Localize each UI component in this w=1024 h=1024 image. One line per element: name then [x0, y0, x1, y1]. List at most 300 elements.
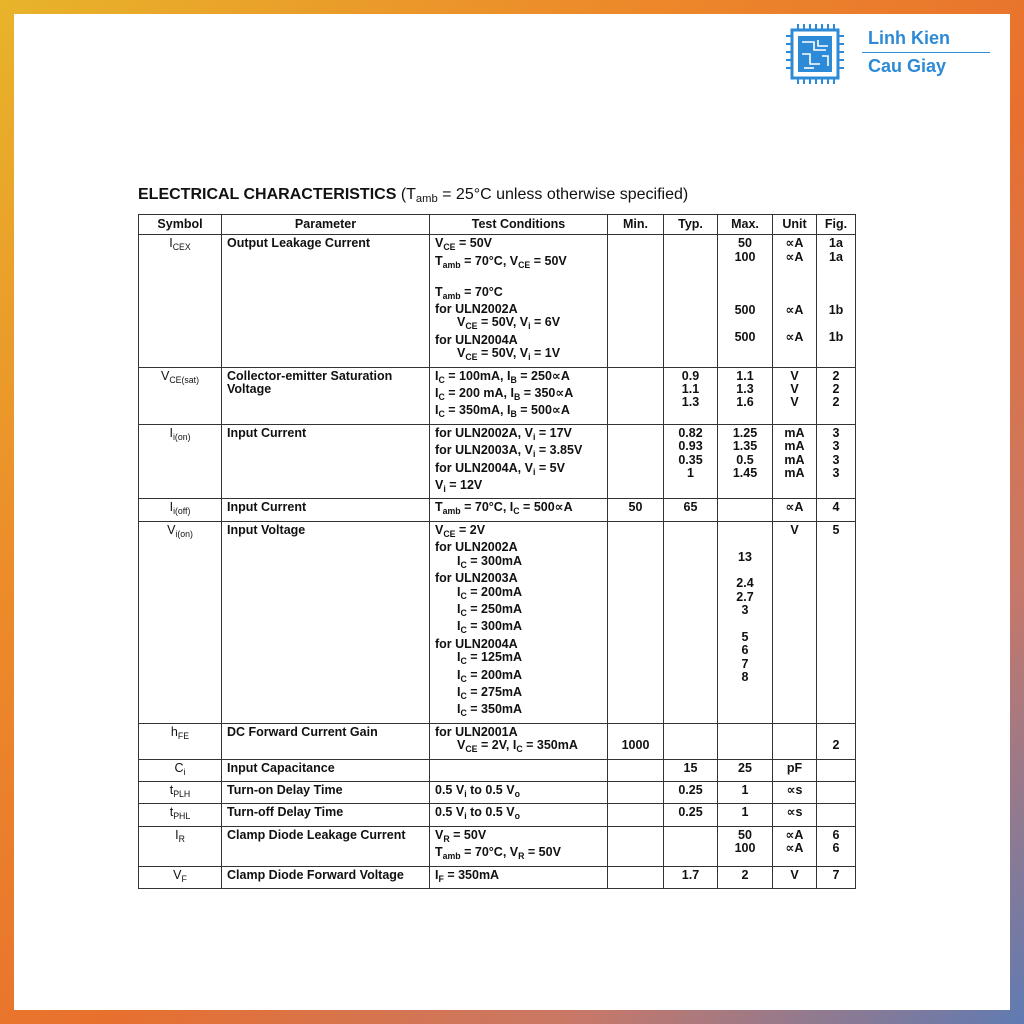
condition-line: [435, 686, 602, 703]
max-value: [723, 278, 767, 291]
condition-line: [435, 387, 602, 404]
condition-text: = 300mA: [466, 553, 523, 568]
table-header-row: [139, 215, 856, 235]
cell-unit: [773, 499, 817, 521]
cell-fig: [817, 866, 856, 888]
symbol-main: t: [169, 805, 174, 820]
condition-text: for ULN2002A: [435, 540, 518, 555]
condition-text: = 200 mA, I: [444, 386, 514, 401]
brand-name-line1: Linh Kien: [868, 28, 950, 48]
header-fig: Fig.: [817, 215, 856, 235]
condition-subscript: B: [510, 409, 517, 420]
condition-text: = 250mA: [466, 601, 523, 616]
condition-line: [435, 404, 602, 421]
cell-typ: [664, 499, 718, 521]
condition-text: to 0.5 V: [466, 805, 515, 820]
condition-line: [435, 869, 602, 886]
typ-value: 0.35: [678, 452, 703, 467]
max-value: 500: [734, 330, 756, 345]
typ-value: 65: [683, 500, 698, 515]
fig-value: 2: [832, 368, 840, 383]
cell-max: [718, 826, 773, 866]
condition-line: [435, 726, 602, 739]
brand-name-line2: Cau Giay: [868, 56, 947, 76]
condition-subscript: C: [460, 656, 467, 667]
cell-parameter: [222, 759, 430, 781]
cell-min: [608, 521, 664, 723]
condition-text: T: [435, 845, 443, 860]
cell-test-conditions: [430, 866, 608, 888]
fig-value: [822, 318, 850, 331]
typ-value: 0.25: [678, 782, 703, 797]
parameter-line: Collector-emitter Saturation: [227, 368, 393, 383]
cell-test-conditions: [430, 424, 608, 499]
max-value: 500: [734, 303, 756, 318]
fig-value: 3: [832, 439, 840, 454]
condition-subscript: amb: [442, 851, 461, 862]
parameter-line: Voltage: [227, 382, 272, 397]
cell-symbol: [139, 804, 222, 826]
cell-unit: [773, 826, 817, 866]
parameter-line: Turn-on Delay Time: [227, 782, 343, 797]
fig-value: 7: [832, 867, 840, 882]
typ-value: 1.1: [681, 382, 700, 397]
unit-value: ∝A: [785, 500, 804, 515]
cell-min: [608, 804, 664, 826]
condition-text: 0.5 V: [435, 782, 465, 797]
cell-typ: [664, 723, 718, 759]
cell-fig: [817, 499, 856, 521]
unit-value: V: [790, 867, 799, 882]
condition-text: V: [435, 522, 444, 537]
condition-text: V: [435, 236, 444, 251]
table-row: [139, 235, 856, 367]
symbol-main: I: [169, 236, 173, 251]
condition-subscript: i: [464, 811, 467, 822]
condition-text: for ULN2002A, V: [435, 425, 533, 440]
condition-text: I: [457, 667, 461, 682]
condition-line: [435, 524, 602, 541]
condition-line: [435, 370, 602, 387]
cell-unit: [773, 781, 817, 803]
fig-value: [822, 726, 850, 739]
condition-text: T: [435, 284, 443, 299]
parameter-line: Output Leakage Current: [227, 236, 371, 251]
symbol-main: h: [170, 724, 178, 739]
cell-parameter: [222, 499, 430, 521]
condition-line: [435, 603, 602, 620]
cell-typ: [664, 235, 718, 367]
typ-value: 0.25: [678, 805, 703, 820]
table-body: [139, 235, 856, 889]
max-value: [723, 564, 767, 577]
max-value: [723, 618, 767, 631]
condition-line: [435, 586, 602, 603]
cell-symbol: [139, 235, 222, 367]
max-value: 13: [738, 549, 752, 564]
cell-max: [718, 521, 773, 723]
fig-value: 4: [832, 500, 840, 515]
electrical-characteristics-table: [138, 214, 856, 889]
condition-text: for ULN2003A, V: [435, 443, 533, 458]
cell-parameter: [222, 804, 430, 826]
cell-min: [608, 424, 664, 499]
max-value: 1.6: [736, 395, 754, 410]
cell-max: [718, 424, 773, 499]
condition-text: = 6V: [530, 315, 561, 330]
condition-subscript: CE: [518, 259, 531, 270]
symbol-subscript: FE: [177, 730, 190, 741]
condition-subscript: CE: [443, 242, 456, 253]
condition-subscript: o: [514, 811, 520, 822]
condition-text: for ULN2003A: [435, 571, 518, 586]
cell-symbol: [139, 424, 222, 499]
cell-max: [718, 367, 773, 424]
symbol-subscript: PHL: [173, 811, 191, 822]
symbol-subscript: F: [181, 873, 187, 884]
condition-text: I: [457, 601, 461, 616]
max-value: 50: [738, 236, 752, 251]
condition-text: = 5V: [535, 460, 565, 475]
cell-max: [718, 235, 773, 367]
condition-line: [435, 272, 602, 285]
symbol-main: I: [169, 425, 173, 440]
cell-fig: [817, 235, 856, 367]
fig-value: [822, 278, 850, 291]
symbol-main: V: [173, 867, 182, 882]
condition-text: I: [457, 702, 461, 717]
cell-test-conditions: [430, 781, 608, 803]
condition-text: = 250∝A: [516, 368, 570, 383]
max-value: [723, 264, 767, 277]
symbol-main: t: [169, 782, 174, 797]
fig-value: 5: [832, 522, 840, 537]
condition-text: I: [435, 386, 439, 401]
max-value: 6: [741, 643, 749, 658]
condition-text: 0.5 V: [435, 805, 465, 820]
condition-text: = 2V, I: [477, 738, 517, 753]
condition-subscript: CE: [443, 528, 456, 539]
symbol-subscript: R: [178, 833, 185, 844]
min-value: [613, 726, 658, 739]
condition-subscript: C: [460, 708, 467, 719]
max-value: 25: [738, 760, 752, 775]
cell-min: [608, 826, 664, 866]
cell-parameter: [222, 866, 430, 888]
cell-min: [608, 781, 664, 803]
cell-fig: [817, 781, 856, 803]
max-value: 100: [734, 249, 756, 264]
symbol-subscript: CEX: [172, 242, 191, 253]
cell-parameter: [222, 424, 430, 499]
max-value: 1.25: [732, 425, 758, 440]
cell-test-conditions: [430, 235, 608, 367]
unit-value: V: [790, 395, 799, 410]
condition-line: [435, 572, 602, 585]
condition-subscript: C: [460, 690, 467, 701]
parameter-line: Input Voltage: [227, 522, 306, 537]
condition-subscript: i: [532, 449, 536, 460]
unit-value: mA: [784, 466, 805, 481]
max-value: [723, 318, 767, 331]
max-value: 0.5: [736, 452, 754, 467]
parameter-line: DC Forward Current Gain: [227, 724, 378, 739]
condition-subscript: o: [514, 788, 520, 799]
condition-text: V: [435, 827, 444, 842]
condition-subscript: R: [518, 851, 525, 862]
unit-value: mA: [784, 439, 805, 454]
cell-parameter: [222, 781, 430, 803]
header-min: Min.: [608, 215, 664, 235]
cell-max: [718, 499, 773, 521]
cell-min: [608, 759, 664, 781]
max-value: 100: [734, 841, 756, 856]
condition-text: = 70°C: [460, 284, 503, 299]
table-row: [139, 499, 856, 521]
condition-line: [435, 444, 602, 461]
condition-text: = 350mA: [443, 867, 500, 882]
condition-text: = 17V: [535, 425, 572, 440]
symbol-subscript: i(on): [175, 528, 193, 539]
cell-fig: [817, 804, 856, 826]
cell-test-conditions: [430, 723, 608, 759]
condition-text: = 50V: [530, 253, 567, 268]
condition-subscript: C: [460, 590, 467, 601]
condition-text: = 200mA: [466, 584, 523, 599]
cell-max: [718, 723, 773, 759]
cell-max: [718, 759, 773, 781]
cell-fig: [817, 759, 856, 781]
title-rest: = 25°C unless otherwise specified): [437, 186, 689, 203]
condition-text: = 350∝A: [520, 386, 574, 401]
unit-value: pF: [786, 760, 803, 775]
max-value: 50: [738, 827, 752, 842]
title-sub: amb: [415, 193, 438, 205]
typ-value: 1.7: [681, 867, 700, 882]
condition-text: = 50V, V: [477, 346, 529, 361]
parameter-line: Clamp Diode Leakage Current: [227, 827, 406, 842]
fig-value: 6: [832, 827, 840, 842]
condition-subscript: i: [443, 484, 446, 495]
cell-fig: [817, 424, 856, 499]
cell-fig: [817, 723, 856, 759]
condition-text: V: [457, 346, 466, 361]
condition-text: = 50V: [524, 845, 561, 860]
max-value: 2.4: [736, 576, 754, 591]
condition-text: = 50V, V: [477, 315, 529, 330]
condition-line: [435, 541, 602, 554]
condition-subscript: CE: [465, 321, 478, 332]
min-value: 50: [628, 500, 643, 515]
symbol-subscript: CE(sat): [169, 374, 199, 385]
cell-unit: [773, 804, 817, 826]
table-row: [139, 866, 856, 888]
symbol-main: C: [174, 760, 184, 775]
symbol-main: V: [167, 522, 176, 537]
unit-value: ∝A: [785, 330, 804, 345]
cell-typ: [664, 759, 718, 781]
unit-value: V: [790, 382, 799, 397]
cell-typ: [664, 424, 718, 499]
cell-test-conditions: [430, 759, 608, 781]
condition-text: T: [435, 500, 443, 515]
max-value: [723, 291, 767, 304]
typ-value: 0.93: [678, 439, 703, 454]
condition-line: [435, 846, 602, 863]
cell-typ: [664, 781, 718, 803]
parameter-line: Clamp Diode Forward Voltage: [227, 867, 404, 882]
fig-value: 2: [832, 395, 840, 410]
condition-text: to 0.5 V: [466, 782, 515, 797]
table-row: [139, 781, 856, 803]
condition-subscript: amb: [442, 259, 461, 270]
condition-line: [435, 638, 602, 651]
condition-text: I: [457, 584, 461, 599]
symbol-subscript: i(off): [173, 506, 191, 517]
condition-text: for ULN2004A: [435, 332, 518, 347]
unit-value: mA: [784, 425, 805, 440]
max-value: 3: [741, 603, 749, 618]
condition-text: I: [457, 619, 461, 634]
fig-value: [822, 291, 850, 304]
condition-text: for ULN2001A: [435, 724, 518, 739]
max-value: 1: [741, 805, 749, 820]
min-value: 1000: [621, 738, 650, 753]
unit-value: [778, 291, 811, 304]
condition-subscript: B: [513, 392, 521, 403]
cell-parameter: [222, 367, 430, 424]
condition-subscript: F: [438, 873, 444, 884]
max-value: 1.1: [736, 368, 754, 383]
condition-line: [435, 479, 602, 496]
condition-subscript: C: [438, 409, 445, 420]
fig-value: 3: [832, 425, 840, 440]
header-max: Max.: [718, 215, 773, 235]
title-main: ELECTRICAL CHARACTERISTICS: [138, 186, 397, 203]
condition-subscript: i: [464, 788, 467, 799]
parameter-line: Turn-off Delay Time: [227, 805, 344, 820]
condition-subscript: C: [460, 673, 467, 684]
symbol-subscript: i: [183, 766, 186, 777]
header-parameter: Parameter: [222, 215, 430, 235]
unit-value: ∝A: [785, 827, 804, 842]
cell-typ: [664, 826, 718, 866]
title-open: (T: [396, 186, 416, 203]
fig-value: [822, 264, 850, 277]
condition-subscript: C: [516, 744, 523, 755]
condition-subscript: C: [513, 506, 520, 517]
typ-value: 1.3: [681, 395, 700, 410]
max-value: 5: [741, 630, 749, 645]
page-title: [138, 186, 688, 205]
table-row: [139, 521, 856, 723]
condition-line: [435, 286, 602, 303]
condition-text: = 100mA, I: [444, 368, 511, 383]
condition-subscript: C: [460, 559, 467, 570]
max-value: 1: [741, 782, 749, 797]
condition-line: [435, 651, 602, 668]
fig-value: 3: [832, 452, 840, 467]
condition-text: = 500∝A: [516, 403, 570, 418]
cell-test-conditions: [430, 521, 608, 723]
table-row: [139, 424, 856, 499]
parameter-line: Input Current: [227, 500, 307, 515]
cell-unit: [773, 424, 817, 499]
typ-value: 0.9: [681, 368, 700, 383]
condition-text: = 50V: [449, 827, 487, 842]
condition-text: I: [435, 867, 439, 882]
cell-unit: [773, 866, 817, 888]
unit-value: ∝s: [786, 782, 803, 797]
condition-text: V: [457, 315, 466, 330]
fig-value: 2: [832, 738, 840, 753]
chip-logo-icon: [784, 22, 846, 86]
cell-min: [608, 866, 664, 888]
cell-symbol: [139, 826, 222, 866]
condition-text: I: [435, 403, 439, 418]
condition-line: [435, 237, 602, 254]
max-value: [723, 537, 767, 550]
parameter-line: Input Capacitance: [227, 760, 335, 775]
cell-typ: [664, 367, 718, 424]
condition-line: [435, 669, 602, 686]
symbol-main: I: [169, 500, 174, 515]
table-row: [139, 759, 856, 781]
max-value: 1.3: [736, 382, 754, 397]
cell-unit: [773, 235, 817, 367]
brand-divider: [862, 52, 990, 53]
cell-typ: [664, 521, 718, 723]
parameter-line: Input Current: [227, 425, 307, 440]
condition-subscript: i: [532, 466, 536, 477]
condition-line: [435, 806, 602, 823]
condition-text: for ULN2004A, V: [435, 460, 533, 475]
cell-parameter: [222, 826, 430, 866]
header-test-conditions: Test Conditions: [430, 215, 608, 235]
fig-value: 1a: [829, 236, 843, 251]
unit-value: ∝A: [785, 249, 804, 264]
condition-subscript: C: [438, 374, 445, 385]
condition-text: = 70°C, I: [460, 500, 514, 515]
cell-min: [608, 235, 664, 367]
typ-value: 15: [683, 760, 698, 775]
cell-fig: [817, 367, 856, 424]
max-value: 2.7: [736, 589, 754, 604]
unit-value: ∝A: [785, 303, 804, 318]
table-row: [139, 826, 856, 866]
condition-line: [435, 555, 602, 572]
condition-text: for ULN2002A: [435, 302, 518, 317]
unit-value: [778, 278, 811, 291]
condition-line: [435, 829, 602, 846]
max-value: 2: [741, 867, 749, 882]
cell-parameter: [222, 723, 430, 759]
condition-text: for ULN2004A: [435, 636, 518, 651]
cell-unit: [773, 521, 817, 723]
fig-value: 2: [832, 382, 840, 397]
condition-text: = 125mA: [466, 650, 523, 665]
unit-value: V: [790, 522, 799, 537]
condition-text: = 300mA: [466, 619, 523, 634]
condition-line: [435, 739, 602, 756]
brand-logo: [784, 22, 994, 92]
table-row: [139, 804, 856, 826]
cell-max: [718, 866, 773, 888]
typ-value: 0.82: [678, 425, 703, 440]
condition-text: V: [457, 738, 466, 753]
symbol-subscript: i(on): [172, 431, 191, 442]
condition-line: [435, 784, 602, 801]
